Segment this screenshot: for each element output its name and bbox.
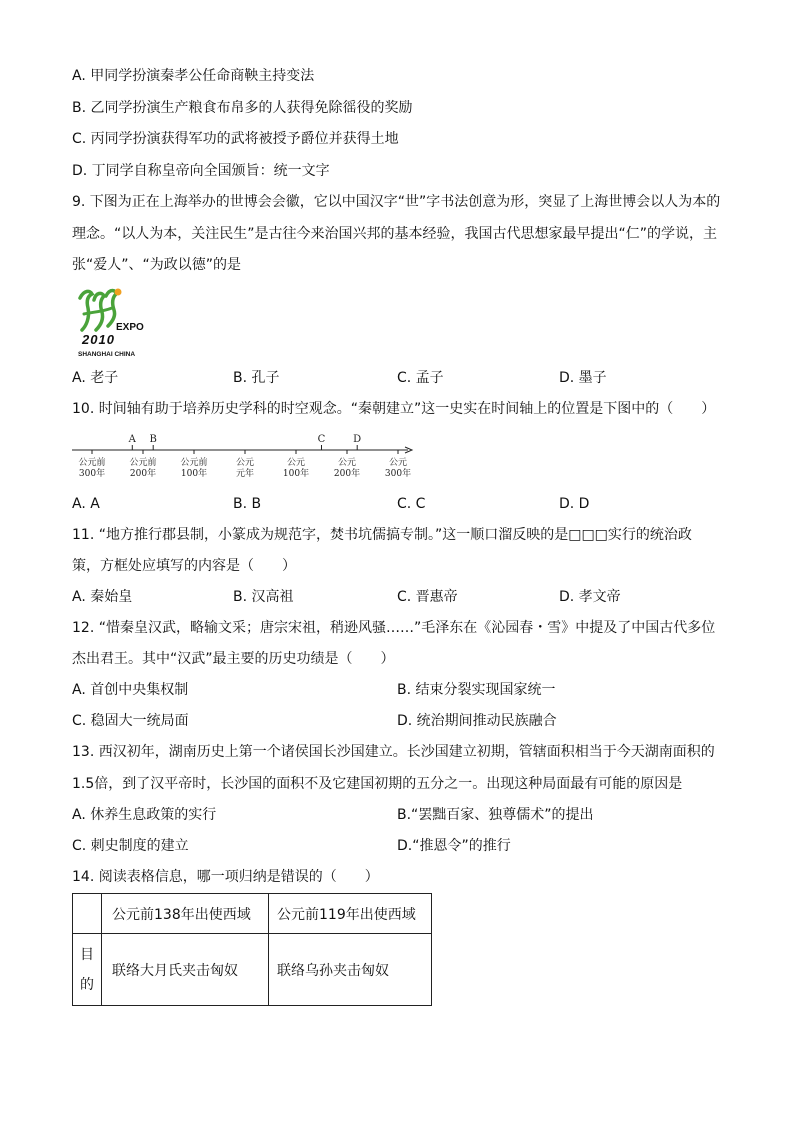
q10-option-c: C. C bbox=[397, 496, 426, 512]
timeline-tick-label: 100年 bbox=[282, 469, 310, 479]
timeline-marker-label-c: C bbox=[317, 434, 326, 445]
q9-stem-line-1: 9. 下图为正在上海举办的世博会会徽，它以中国汉字“世”字书法创意为形，突显了上海世博会以人为本的 bbox=[72, 194, 721, 210]
timeline-tick-label: 元年 bbox=[235, 469, 255, 479]
q10-option-b: B. B bbox=[233, 496, 262, 512]
timeline-tick-label: 公元 bbox=[388, 458, 408, 468]
expo-logo-city: SHANGHAI CHINA bbox=[78, 351, 136, 358]
q13-option-a: A. 休养生息政策的实行 bbox=[72, 807, 217, 823]
expo-logo-year: 2010 bbox=[82, 332, 115, 347]
q8-option-c: C. 丙同学扮演获得军功的武将被授予爵位并获得土地 bbox=[72, 131, 399, 147]
timeline-marker-label-d: D bbox=[353, 434, 362, 445]
q9-option-d: D. 墨子 bbox=[559, 370, 607, 386]
q12-option-b: B. 结束分裂实现国家统一 bbox=[397, 682, 556, 698]
q11-option-a: A. 秦始皇 bbox=[72, 589, 133, 605]
q10-stem: 10. 时间轴有助于培养历史学科的时空观念。“秦朝建立”这一史实在时间轴上的位置是下图中的（ ） bbox=[72, 401, 716, 417]
q10-option-a: A. A bbox=[72, 496, 100, 512]
expo-2010-logo bbox=[76, 286, 156, 358]
q8-option-d: D. 丁同学自称皇帝向全国颁旨：统一文字 bbox=[72, 163, 330, 179]
timeline-marker-label-a: A bbox=[128, 434, 136, 445]
q8-option-a: A. 甲同学扮演秦孝公任命商鞅主持变法 bbox=[72, 68, 315, 84]
q11-stem-line-1: 11. “地方推行郡县制，小篆成为规范字，焚书坑儒搞专制。”这一顺口溜反映的是□□□实行的统治政 bbox=[72, 527, 692, 543]
table-cell-purpose-2: 联络乌孙夹击匈奴 bbox=[269, 934, 432, 1006]
timeline-tick-label: 300年 bbox=[384, 469, 412, 479]
q9-option-b: B. 孔子 bbox=[233, 370, 280, 386]
timeline-tick-label: 200年 bbox=[129, 469, 157, 479]
q12-option-d: D. 统治期间推动民族融合 bbox=[397, 713, 557, 729]
timeline-tick-label: 公元前 bbox=[180, 458, 208, 468]
q12-stem-line-2: 杰出君王。其中“汉武”最主要的历史功绩是（ ） bbox=[72, 651, 395, 667]
timeline-tick-label: 300年 bbox=[78, 469, 106, 479]
timeline-tick-label: 公元前 bbox=[129, 458, 157, 468]
row-label-char-2: 的 bbox=[80, 976, 94, 993]
q12-option-c: C. 稳固大一统局面 bbox=[72, 713, 189, 729]
table-row-label bbox=[73, 934, 102, 1006]
timeline-tick-label: 100年 bbox=[180, 469, 208, 479]
table-row bbox=[73, 934, 432, 1006]
q11-option-c: C. 晋惠帝 bbox=[397, 589, 458, 605]
timeline-marker-label-b: B bbox=[149, 434, 157, 445]
table-header-mission-1: 公元前138年出使西域 bbox=[102, 894, 269, 934]
q11-stem-line-2: 策，方框处应填写的内容是（ ） bbox=[72, 558, 296, 574]
table-header-row bbox=[73, 894, 432, 934]
timeline-tick-label: 公元 bbox=[286, 458, 306, 468]
timeline-diagram bbox=[72, 426, 417, 484]
timeline-tick-label: 公元 bbox=[235, 458, 255, 468]
q13-option-d: D.“推恩令”的推行 bbox=[397, 838, 511, 854]
q13-stem-line-2: 1.5倍，到了汉平帝时，长沙国的面积不及它建国初期的五分之一。出现这种局面最有可能的原因是 bbox=[72, 776, 683, 792]
q9-option-a: A. 老子 bbox=[72, 370, 119, 386]
q14-stem: 14. 阅读表格信息，哪一项归纳是错误的（ ） bbox=[72, 869, 379, 885]
q13-option-b: B.“罢黜百家、独尊儒术”的提出 bbox=[397, 807, 594, 823]
q9-stem-line-2: 理念。“以人为本，关注民生”是古往今来治国兴邦的基本经验，我国古代思想家最早提出“仁”的学说，主 bbox=[72, 226, 718, 242]
table-cell-purpose-1: 联络大月氏夹击匈奴 bbox=[102, 934, 269, 1006]
timeline-tick-label: 公元 bbox=[337, 458, 357, 468]
q14-table bbox=[72, 893, 432, 1006]
q13-stem-line-1: 13. 西汉初年，湖南历史上第一个诸侯国长沙国建立。长沙国建立初期，管辖面积相当于今天湖南面积的 bbox=[72, 744, 715, 760]
q8-option-b: B. 乙同学扮演生产粮食布帛多的人获得免除徭役的奖励 bbox=[72, 100, 413, 116]
q10-option-d: D. D bbox=[559, 496, 590, 512]
q9-stem-line-3: 张“爱人”、“为政以德”的是 bbox=[72, 257, 242, 273]
q12-stem-line-1: 12. “惜秦皇汉武，略输文采；唐宗宋祖，稍逊风骚……”毛泽东在《沁园春・雪》中提及了中国古代多位 bbox=[72, 620, 716, 636]
q11-option-b: B. 汉高祖 bbox=[233, 589, 294, 605]
row-label-char-1: 目 bbox=[80, 946, 94, 963]
timeline-tick-label: 公元前 bbox=[78, 458, 106, 468]
expo-logo-text: EXPO bbox=[116, 322, 144, 333]
timeline-tick-label: 200年 bbox=[333, 469, 361, 479]
q9-option-c: C. 孟子 bbox=[397, 370, 444, 386]
q11-option-d: D. 孝文帝 bbox=[559, 589, 621, 605]
q13-option-c: C. 刺史制度的建立 bbox=[72, 838, 189, 854]
q12-option-a: A. 首创中央集权制 bbox=[72, 682, 189, 698]
table-header-mission-2: 公元前119年出使西域 bbox=[269, 894, 432, 934]
table-header-corner bbox=[73, 894, 102, 934]
